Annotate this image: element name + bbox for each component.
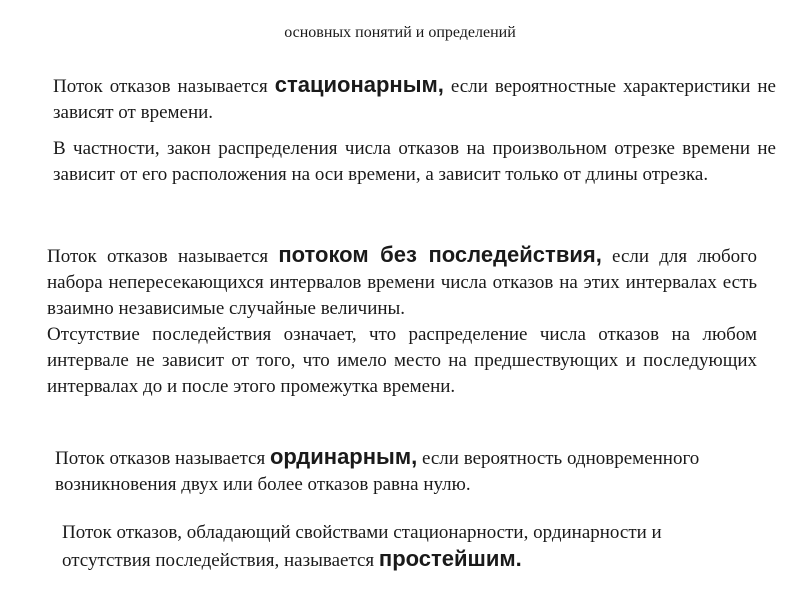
paragraph-text: Поток отказов называется [47,246,279,267]
paragraph-text: если вероятность одновременного возникновения двух или более отказов равна нулю. [55,448,700,495]
term-stationary: стационарным, [274,72,444,97]
paragraph-no-aftereffect-detail: Отсутствие последействия означает, что распределение числа отказов на любом интервале не зависит от того, что имело место на предшествующих и последующих интервалах до и после этого промежутка времени. [47,324,757,397]
paragraph-stationary [53,72,776,126]
paragraph-stationary-detail: В частности, закон распределения числа отказов на произвольном отрезке времени не зависит от его расположения на оси времени, а зависит только от длины отрезка. [53,138,776,185]
paragraph-ordinary [55,444,715,498]
paragraph-text: Поток отказов, обладающий свойствами стационарности, ординарности и отсутствия последействия, называется [62,522,662,571]
paragraph-text: если для любого набора непересекающихся интервалов времени числа отказов на этих интервалах есть взаимно независимые случайные величины. [47,246,757,319]
paragraph-text: Поток отказов называется [53,76,275,97]
page-title: основных понятий и определений [284,24,516,41]
term-simplest: простейшим. [378,546,522,571]
paragraph-text: если вероятностные характеристики не зависят от времени. [53,76,776,123]
paragraph-simplest [62,520,752,574]
paragraph-no-aftereffect [47,242,757,322]
term-ordinary: ординарным, [269,444,418,469]
term-no-aftereffect: потоком без последействия, [278,242,602,267]
paragraph-text: Поток отказов называется [55,448,270,469]
